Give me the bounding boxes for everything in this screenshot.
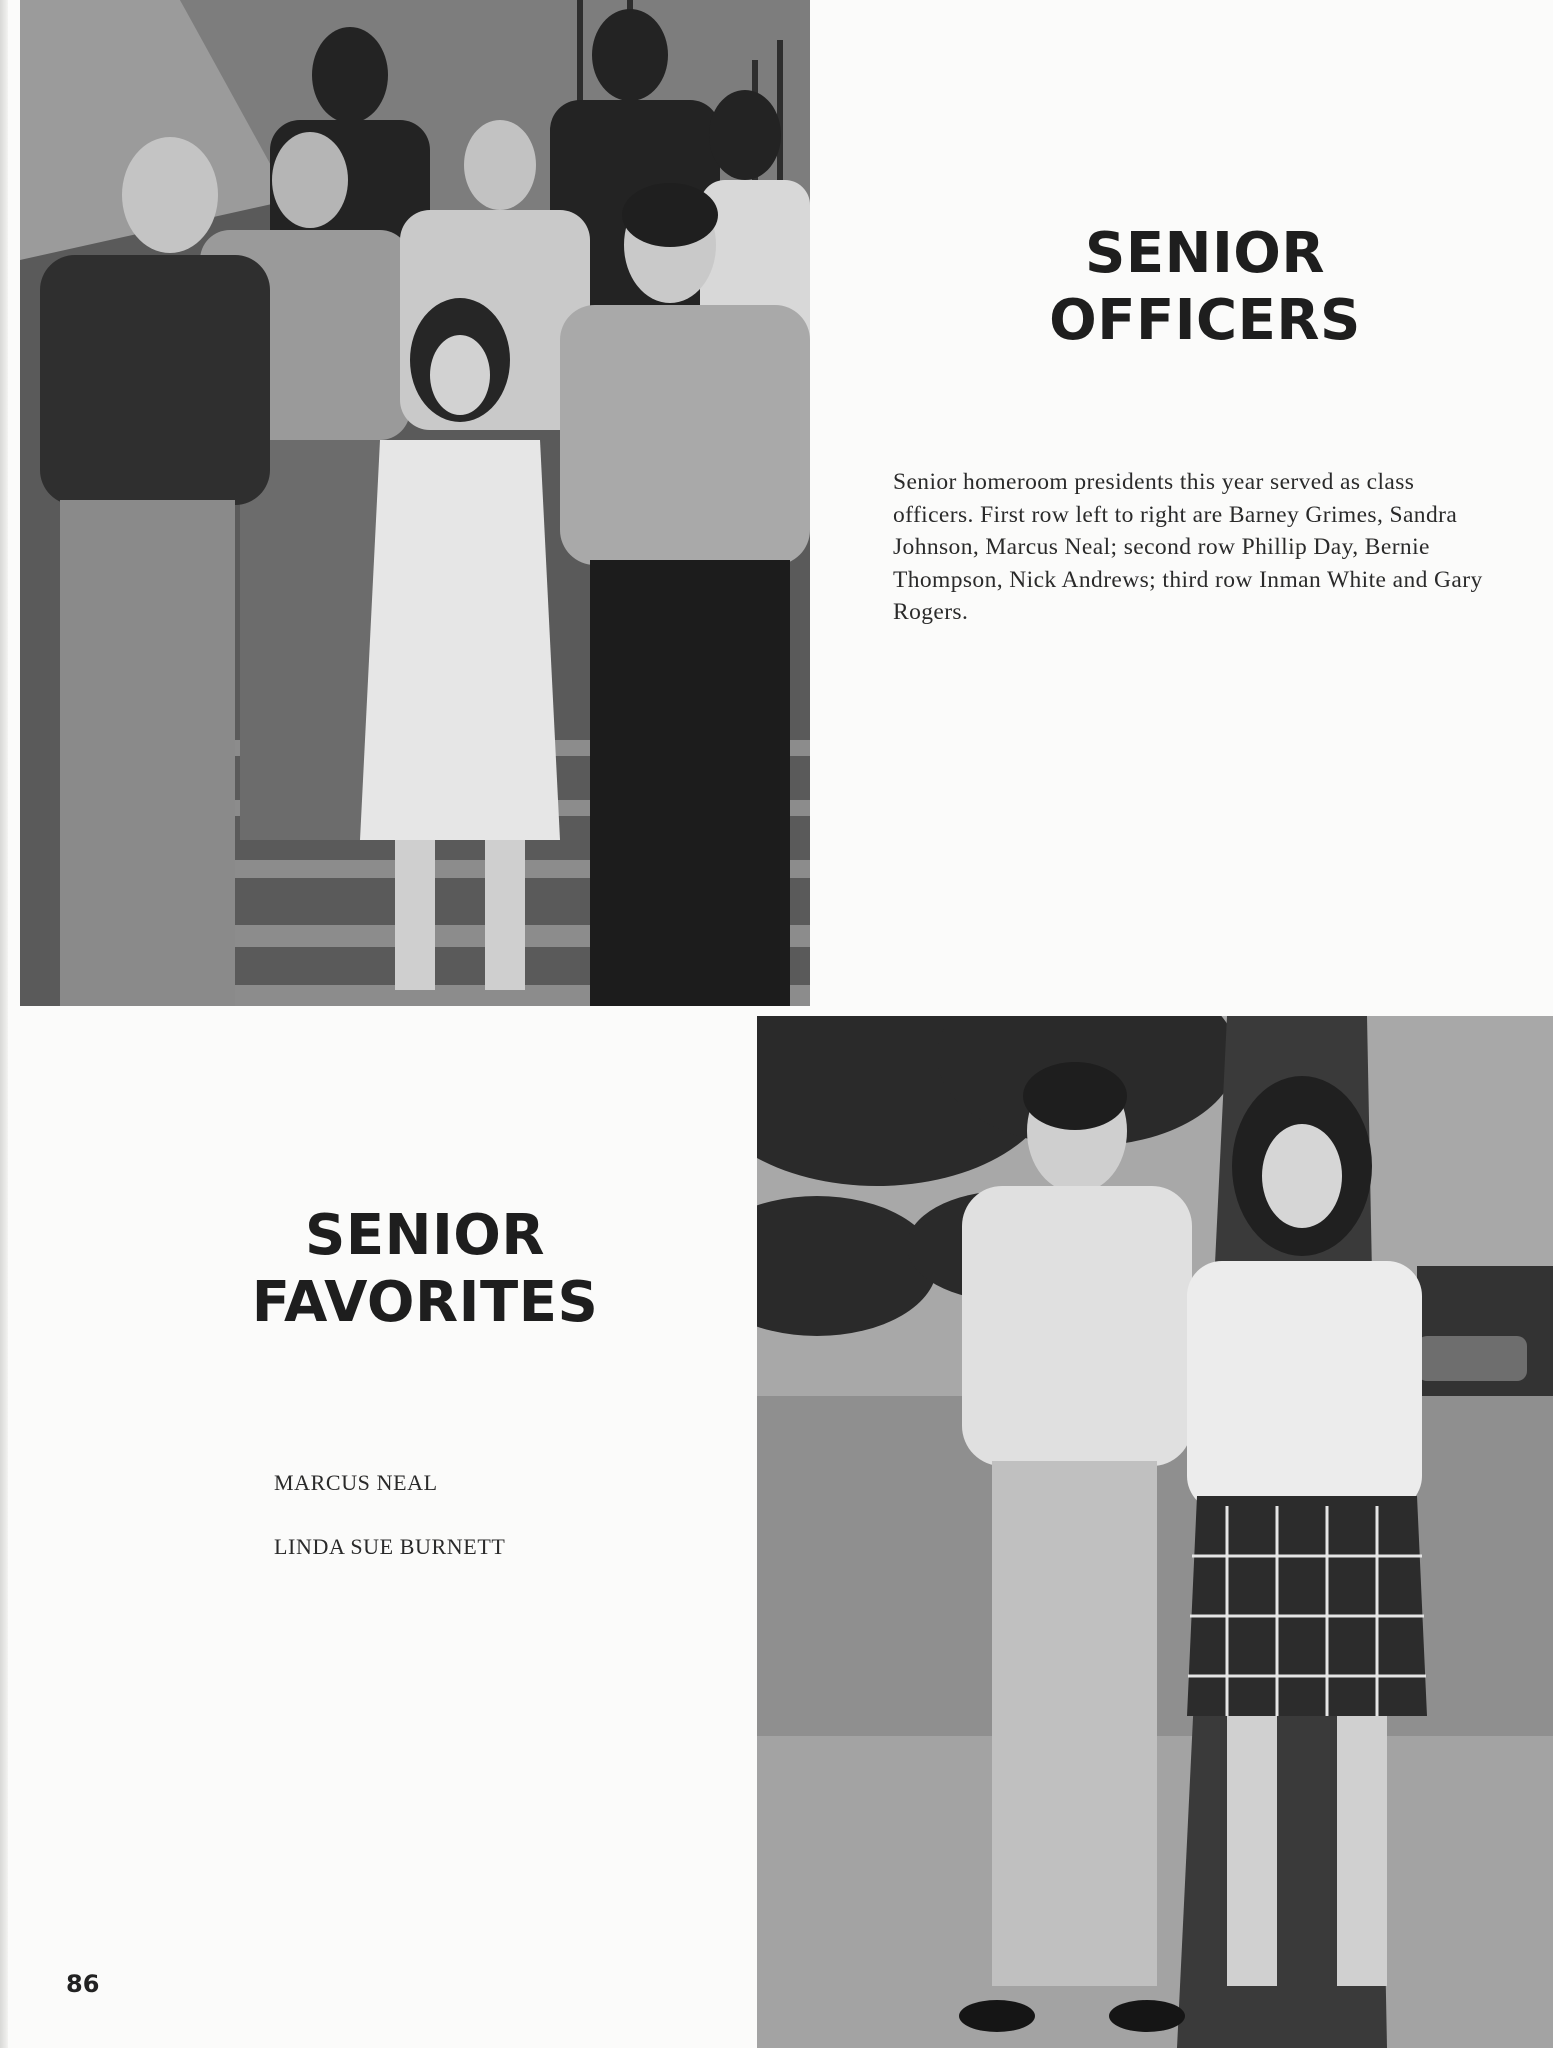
page-number: 86 — [66, 1970, 100, 1998]
senior-favorites-photo — [757, 1016, 1553, 2048]
favorite-name: LINDA SUE BURNETT — [274, 1534, 506, 1559]
senior-favorites-heading-line1: SENIOR — [304, 1203, 545, 1268]
senior-favorites-heading — [215, 1202, 635, 1336]
page-binding-edge — [0, 0, 8, 2048]
favorite-name: MARCUS NEAL — [274, 1470, 438, 1495]
senior-officers-heading-line2: OFFICERS — [1049, 288, 1361, 354]
senior-officers-heading — [1010, 220, 1400, 354]
senior-favorites-heading-line2: FAVORITES — [251, 1270, 599, 1336]
senior-officers-heading-line1: SENIOR — [1084, 221, 1325, 286]
senior-officers-caption: Senior homeroom presidents this year served as class officers. First row left to right are Barney Grimes, Sandra Johnson, Marcus Neal; second row Phillip Day, Bernie Thompson, Nick Andrews; third row Inman White and Gary Rogers. — [893, 469, 1483, 625]
senior-officers-photo — [20, 0, 810, 1006]
